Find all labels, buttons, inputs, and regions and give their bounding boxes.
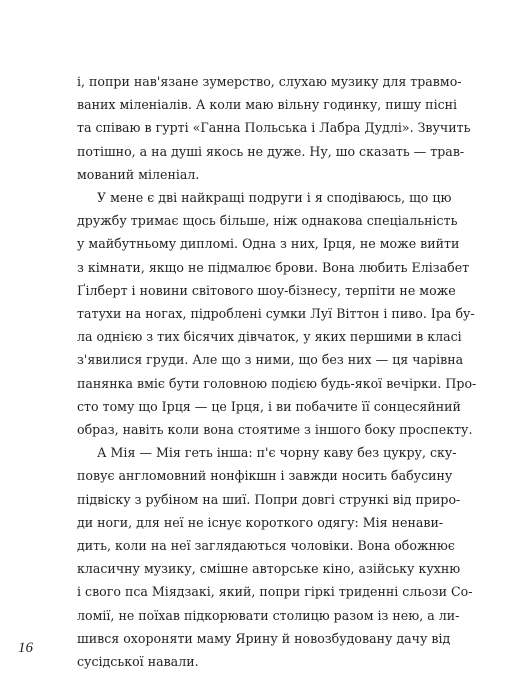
text-line: та співаю в гурті «Ганна Польська і Лабра Дудлі». Звучить	[77, 120, 471, 136]
text-line: і, попри нав'язане зумерство, слухаю музику для травмо-	[77, 74, 462, 89]
text-line: з кімнати, якщо не підмалює брови. Вона любить Елізабет	[77, 259, 470, 275]
paragraph	[77, 186, 477, 441]
paragraph	[77, 70, 471, 186]
text-line: класичну музику, смішне авторське кіно, азійську кухню	[77, 561, 461, 577]
text-line: образ, навіть коли вона стоятиме з іншого боку проспекту.	[77, 422, 473, 438]
page-number: 16	[18, 640, 33, 656]
text-line: сусідської навали.	[77, 654, 199, 670]
paragraph	[77, 441, 473, 673]
text-line: потішно, а на душі якось не дуже. Ну, шо сказать — трав-	[77, 143, 465, 159]
text-line: у майбутньому дипломі. Одна з них, Ірця, не може вийти	[77, 236, 460, 252]
document-body	[77, 70, 477, 673]
text-line: шився охороняти маму Ярину й новозбудовану дачу від	[77, 630, 451, 646]
text-line: Ґілберт і новини світового шоу-бізнесу, терпіти не може	[77, 282, 456, 298]
text-line: татухи на ногах, підроблені сумки Луї Віттон і пиво. Іра бу-	[77, 306, 475, 322]
text-line: сто тому що Ірця — це Ірця, і ви побачите її сонцесяйний	[77, 398, 461, 414]
text-line: панянка вміє бути головною подією будь-якої вечірки. Про-	[77, 375, 477, 391]
text-line: підвіску з рубіном на шиї. Попри довгі стрункі від приро-	[77, 491, 461, 507]
text-line: ломії, не поїхав підкорювати столицю разом із нею, а ли-	[77, 607, 460, 623]
text-line: А Мія — Мія геть інша: п'є чорну каву без цукру, ску-	[97, 445, 457, 461]
text-line: з'явилися груди. Але що з ними, що без них — ця чарівна	[77, 352, 464, 368]
text-line: дить, коли на неї заглядаються чоловіки. Вона обожнює	[77, 538, 455, 554]
text-line: дружбу тримає щось більше, ніж однакова спеціальність	[77, 213, 458, 229]
text-line: ла однією з тих бісячих дівчаток, у яких першими в класі	[77, 329, 462, 345]
text-line: У мене є дві найкращі подруги і я сподіваюсь, що цю	[97, 190, 452, 206]
paragraphs-container	[77, 70, 477, 673]
text-line: і свого пса Міядзакі, який, попри гіркі триденні сльози Со-	[77, 584, 473, 600]
text-line: ваних міленіалів. А коли маю вільну годинку, пишу пісні	[77, 97, 458, 113]
text-line: ди ноги, для неї не існує короткого одягу: Мія ненави-	[77, 514, 444, 530]
text-line: мований міленіал.	[77, 166, 200, 182]
text-line: повує англомовний нонфікшн і завжди носить бабусину	[77, 468, 453, 484]
